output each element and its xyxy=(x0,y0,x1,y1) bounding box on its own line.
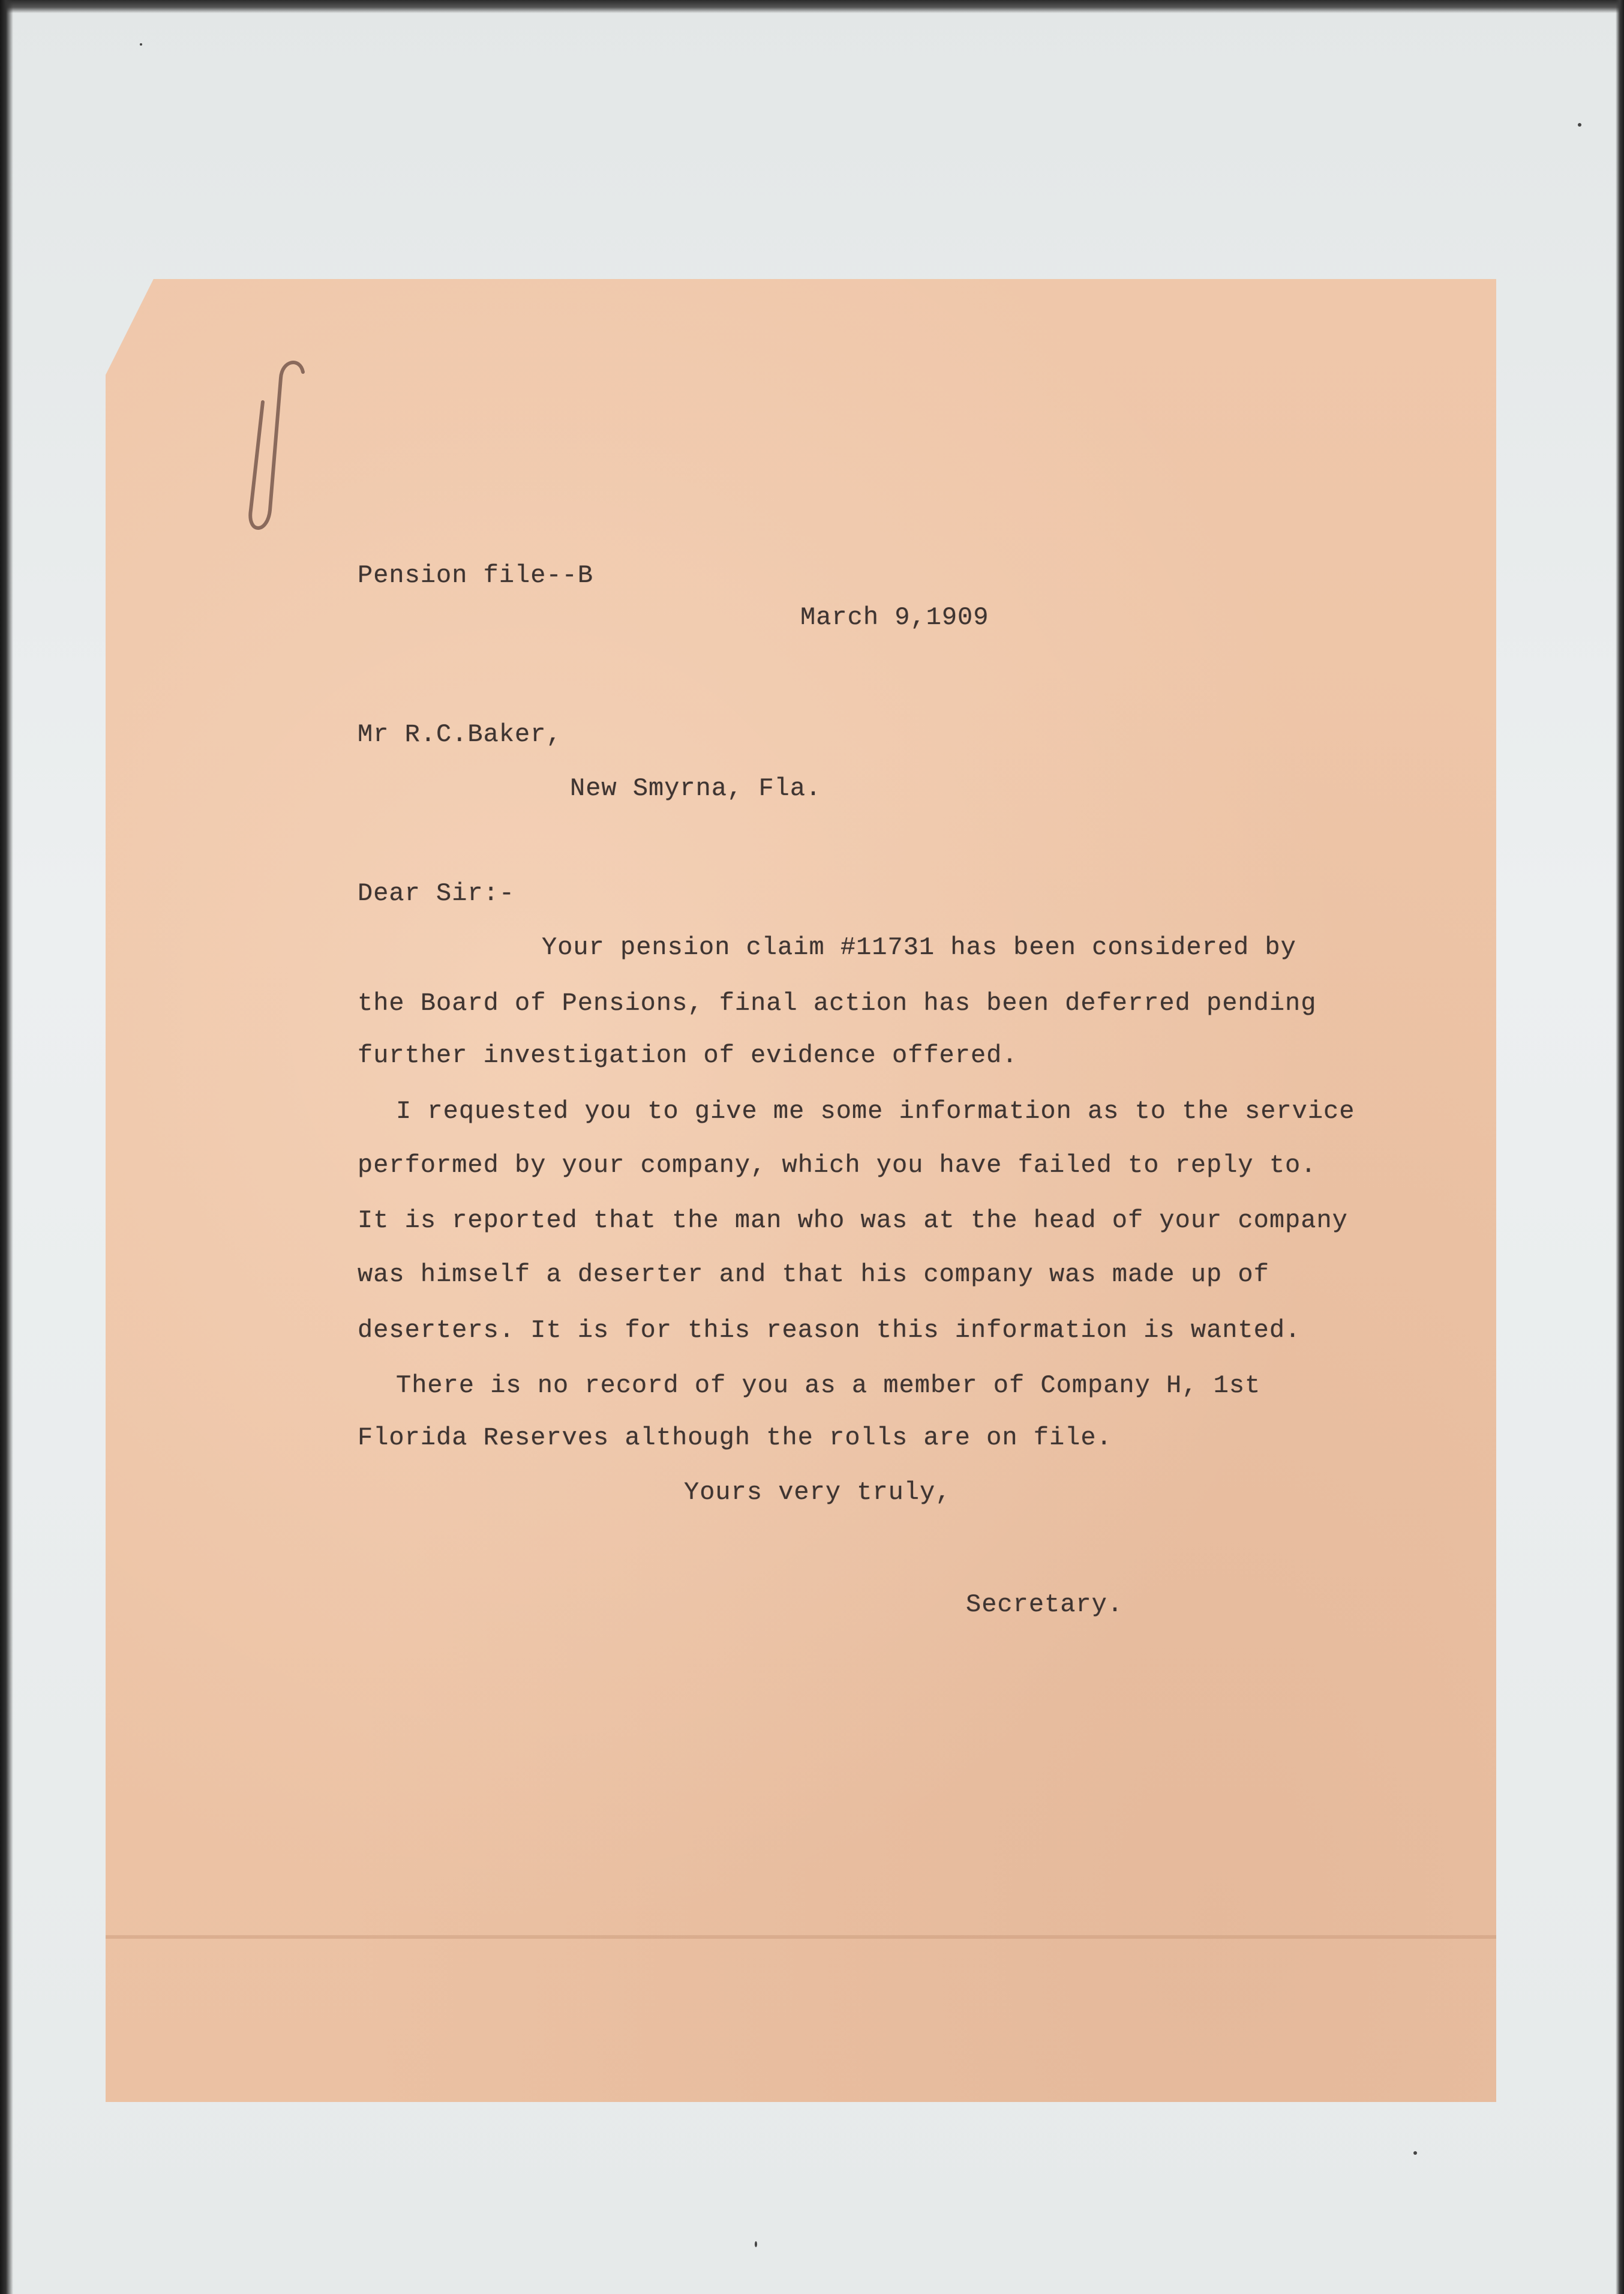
body-line: There is no record of you as a member of Company H, 1st xyxy=(396,1371,1261,1400)
body-line: performed by your company, which you have failed to reply to. xyxy=(358,1151,1317,1180)
body-line: further investigation of evidence offered. xyxy=(358,1041,1018,1070)
letter-date: March 9,1909 xyxy=(800,603,989,632)
recipient-name: Mr R.C.Baker, xyxy=(358,720,562,749)
closing: Yours very truly, xyxy=(684,1478,951,1507)
body-line: deserters. It is for this reason this information is wanted. xyxy=(358,1316,1301,1345)
letter-sheet xyxy=(106,279,1496,2102)
scan-edge-left xyxy=(0,0,13,2294)
body-line: Your pension claim #11731 has been considered by xyxy=(542,933,1296,962)
body-line: It is reported that the man who was at the head of your company xyxy=(358,1206,1348,1235)
body-line: was himself a deserter and that his company was made up of xyxy=(358,1260,1269,1289)
signature-title: Secretary. xyxy=(966,1590,1124,1619)
file-reference: Pension file--B xyxy=(358,561,594,590)
fold-line xyxy=(106,1935,1496,1939)
body-line: the Board of Pensions, final action has been deferred pending xyxy=(358,989,1317,1018)
scan-edge-right xyxy=(1616,0,1624,2294)
paper-clip-icon xyxy=(246,360,312,540)
salutation: Dear Sir:- xyxy=(358,879,515,908)
body-line: Florida Reserves although the rolls are on file. xyxy=(358,1423,1112,1452)
dust-speck xyxy=(140,43,142,46)
scan-edge-top xyxy=(0,0,1624,13)
recipient-address: New Smyrna, Fla. xyxy=(570,774,822,803)
body-line: I requested you to give me some information as to the service xyxy=(396,1097,1355,1126)
dust-speck xyxy=(755,2241,757,2247)
dust-speck xyxy=(1578,123,1581,127)
dust-speck xyxy=(1413,2151,1417,2155)
